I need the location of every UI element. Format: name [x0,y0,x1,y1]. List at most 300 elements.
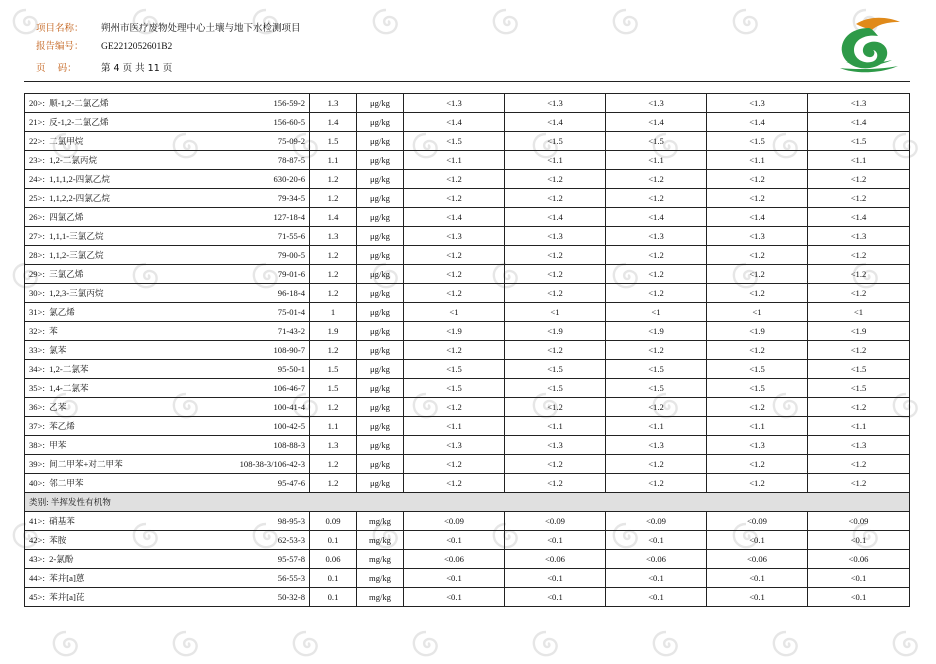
result-value: <1.5 [404,132,505,151]
result-value: <1.5 [808,132,910,151]
header-divider [24,81,910,82]
report-number-value: GE2212052601B2 [101,42,173,52]
result-value: <1.4 [404,208,505,227]
cas-number: 50-32-8 [277,592,305,602]
result-value: <1.2 [808,170,910,189]
result-value: <1.5 [404,379,505,398]
cas-number: 95-57-8 [277,554,305,564]
result-value: <1.2 [707,170,808,189]
result-value: <0.1 [505,569,606,588]
detection-limit: 0.1 [310,569,357,588]
result-value: <1.2 [404,474,505,493]
unit: μg/kg [357,417,404,436]
analyte-cell [25,303,310,322]
analyte-name: 32>: 苯 [29,326,58,336]
result-value: <1.4 [606,208,707,227]
analyte-cell [25,512,310,531]
cas-number: 79-00-5 [277,250,305,260]
page-number-label: 页 码： [36,63,77,74]
analyte-name: 31>: 氯乙烯 [29,307,75,317]
result-value: <1.1 [505,417,606,436]
result-value: <1.9 [505,322,606,341]
result-value: <1.2 [707,246,808,265]
analyte-name: 34>: 1,2-二氯苯 [29,364,89,374]
result-value: <1.3 [808,94,910,113]
result-value: <1.5 [606,379,707,398]
table-row [25,322,910,341]
cas-number: 95-50-1 [277,364,305,374]
result-value: <1.1 [606,417,707,436]
cas-number: 100-42-5 [273,421,305,431]
result-value: <1.2 [505,474,606,493]
analyte-name: 24>: 1,1,1,2-四氯乙烷 [29,174,110,184]
unit: mg/kg [357,569,404,588]
result-value: <1.4 [707,208,808,227]
table-row [25,341,910,360]
result-value: <1.2 [404,246,505,265]
result-value: <1.2 [404,398,505,417]
detection-limit: 1.1 [310,417,357,436]
table-row [25,360,910,379]
detection-limit: 1.3 [310,436,357,455]
result-value: <1.9 [606,322,707,341]
cas-number: 79-34-5 [277,193,305,203]
result-value: <0.06 [404,550,505,569]
result-value: <1.4 [808,208,910,227]
result-value: <1.2 [606,398,707,417]
analyte-name: 23>: 1,2-二氯丙烷 [29,155,98,165]
cas-number: 108-88-3 [273,440,305,450]
detection-limit: 1.2 [310,170,357,189]
result-value: <1 [404,303,505,322]
analyte-cell [25,360,310,379]
cas-number: 71-43-2 [277,326,305,336]
unit: μg/kg [357,208,404,227]
result-value: <0.1 [606,531,707,550]
table-row [25,588,910,607]
cas-number: 100-41-4 [273,402,305,412]
result-value: <1 [808,303,910,322]
detection-limit: 1.2 [310,189,357,208]
detection-limit: 0.1 [310,531,357,550]
unit: μg/kg [357,265,404,284]
table-row [25,531,910,550]
watermark-swirl-icon [890,628,922,660]
unit: μg/kg [357,436,404,455]
result-value: <1.5 [505,360,606,379]
results-table-body [25,94,910,607]
result-value: <1.1 [707,151,808,170]
result-value: <1.2 [707,189,808,208]
result-value: <1.1 [505,151,606,170]
result-value: <1.2 [808,265,910,284]
result-value: <0.1 [505,531,606,550]
result-value: <1.2 [707,265,808,284]
analyte-cell [25,132,310,151]
unit: mg/kg [357,531,404,550]
detection-limit: 1.2 [310,246,357,265]
result-value: <1.5 [707,360,808,379]
result-value: <1.3 [404,94,505,113]
table-row [25,132,910,151]
result-value: <0.1 [404,531,505,550]
table-row [25,189,910,208]
result-value: <1.2 [707,398,808,417]
result-value: <1.3 [505,436,606,455]
result-value: <1.3 [606,227,707,246]
result-value: <1.5 [808,379,910,398]
report-number-row [36,38,172,56]
table-row [25,569,910,588]
unit: μg/kg [357,94,404,113]
result-value: <1.2 [505,189,606,208]
watermark-swirl-icon [530,628,562,660]
result-value: <0.1 [707,588,808,607]
analyte-cell [25,379,310,398]
result-value: <1.4 [505,208,606,227]
result-value: <0.06 [606,550,707,569]
cas-number: 71-55-6 [277,231,305,241]
result-value: <0.1 [707,531,808,550]
cas-number: 62-53-3 [277,535,305,545]
table-row [25,379,910,398]
unit: μg/kg [357,151,404,170]
result-value: <1.2 [808,246,910,265]
detection-limit: 1.2 [310,265,357,284]
page-number-row [36,60,172,78]
result-value: <1.2 [404,455,505,474]
analyte-cell [25,189,310,208]
cas-number: 75-09-2 [277,136,305,146]
result-value: <0.09 [505,512,606,531]
result-value: <1.5 [707,379,808,398]
unit: μg/kg [357,322,404,341]
result-value: <1.3 [505,94,606,113]
analyte-cell [25,246,310,265]
analyte-cell [25,436,310,455]
result-value: <1.1 [808,417,910,436]
detection-limit: 1.1 [310,151,357,170]
result-value: <1.9 [808,322,910,341]
unit: μg/kg [357,455,404,474]
result-value: <1.4 [404,113,505,132]
detection-limit: 1 [310,303,357,322]
cas-number: 96-18-4 [277,288,305,298]
result-value: <1.2 [404,284,505,303]
category-row [25,493,910,512]
result-value: <1.9 [707,322,808,341]
result-value: <1.9 [404,322,505,341]
detection-limit: 1.5 [310,379,357,398]
result-value: <1.2 [606,265,707,284]
result-value: <1.2 [808,455,910,474]
table-row [25,436,910,455]
report-header [36,16,896,82]
table-row [25,113,910,132]
detection-limit: 1.9 [310,322,357,341]
result-value: <1.2 [606,189,707,208]
detection-limit: 1.4 [310,113,357,132]
result-value: <1.1 [404,417,505,436]
unit: μg/kg [357,398,404,417]
unit: μg/kg [357,227,404,246]
result-value: <1.2 [505,455,606,474]
analyte-name: 43>: 2-氯酚 [29,554,74,564]
result-value: <1.5 [404,360,505,379]
analyte-name: 22>: 二氯甲烷 [29,136,84,146]
analyte-name: 30>: 1,2,3-三氯丙烷 [29,288,104,298]
result-value: <1.2 [808,341,910,360]
result-value: <1.2 [404,189,505,208]
result-value: <1.2 [606,474,707,493]
detection-limit: 1.3 [310,227,357,246]
analyte-cell [25,113,310,132]
analyte-name: 39>: 间二甲苯+对二甲苯 [29,459,123,469]
analyte-cell [25,474,310,493]
result-value: <1.1 [404,151,505,170]
result-value: <0.1 [808,569,910,588]
analyte-cell [25,208,310,227]
result-value: <1.4 [505,113,606,132]
result-value: <1.2 [404,170,505,189]
result-value: <1.2 [505,398,606,417]
result-value: <1.2 [707,455,808,474]
result-value: <1 [707,303,808,322]
table-row [25,246,910,265]
unit: μg/kg [357,132,404,151]
cas-number: 75-01-4 [277,307,305,317]
unit: μg/kg [357,284,404,303]
cas-number: 156-60-5 [273,117,305,127]
result-value: <1.2 [808,398,910,417]
cas-number: 156-59-2 [273,98,305,108]
analyte-name: 37>: 苯乙烯 [29,421,75,431]
table-row [25,455,910,474]
analyte-name: 38>: 甲苯 [29,440,67,450]
detection-limit: 0.06 [310,550,357,569]
analyte-name: 44>: 苯并[a]蒽 [29,573,85,583]
result-value: <0.1 [808,588,910,607]
result-value: <1.2 [707,284,808,303]
unit: μg/kg [357,360,404,379]
analyte-name: 35>: 1,4-二氯苯 [29,383,89,393]
unit: mg/kg [357,512,404,531]
results-table [24,93,910,607]
page-number-value: 第 4 页 共 11 页 [101,63,173,74]
detection-limit: 0.1 [310,588,357,607]
result-value: <1.2 [808,284,910,303]
analyte-cell [25,569,310,588]
analyte-cell [25,322,310,341]
result-value: <1.2 [606,170,707,189]
table-row [25,550,910,569]
unit: μg/kg [357,303,404,322]
cas-number: 79-01-6 [277,269,305,279]
cas-number: 56-55-3 [277,573,305,583]
watermark-swirl-icon [650,628,682,660]
analyte-name: 41>: 硝基苯 [29,516,75,526]
analyte-cell [25,455,310,474]
result-value: <1.1 [808,151,910,170]
detection-limit: 1.3 [310,94,357,113]
result-value: <1.3 [808,436,910,455]
result-value: <1.2 [505,265,606,284]
result-value: <1.2 [505,284,606,303]
project-name-label: 项目名称： [36,23,84,34]
result-value: <0.09 [707,512,808,531]
analyte-name: 45>: 苯并[a]芘 [29,592,85,602]
unit: μg/kg [357,170,404,189]
cas-number: 108-90-7 [273,345,305,355]
detection-limit: 0.09 [310,512,357,531]
result-value: <1.2 [606,341,707,360]
result-value: <1.3 [404,227,505,246]
result-value: <1.2 [404,341,505,360]
table-row [25,417,910,436]
result-value: <0.09 [808,512,910,531]
analyte-name: 36>: 乙苯 [29,402,67,412]
result-value: <1.4 [808,113,910,132]
analyte-cell [25,417,310,436]
cas-number: 98-95-3 [277,516,305,526]
result-value: <1.5 [606,360,707,379]
detection-limit: 1.5 [310,132,357,151]
result-value: <1.2 [808,474,910,493]
result-value: <1.3 [707,227,808,246]
analyte-name: 42>: 苯胺 [29,535,67,545]
detection-limit: 1.2 [310,398,357,417]
table-row [25,94,910,113]
analyte-cell [25,398,310,417]
result-value: <1.3 [404,436,505,455]
result-value: <1.4 [606,113,707,132]
result-value: <1.2 [404,265,505,284]
detection-limit: 1.2 [310,474,357,493]
project-name-row [36,20,301,38]
table-row [25,265,910,284]
analyte-name: 25>: 1,1,2,2-四氯乙烷 [29,193,110,203]
analyte-name: 28>: 1,1,2-三氯乙烷 [29,250,104,260]
unit: mg/kg [357,550,404,569]
watermark-swirl-icon [770,628,802,660]
analyte-cell [25,227,310,246]
result-value: <1.1 [707,417,808,436]
result-value: <0.1 [404,569,505,588]
result-value: <1.4 [707,113,808,132]
result-value: <1.5 [707,132,808,151]
analyte-name: 26>: 四氯乙烯 [29,212,84,222]
unit: μg/kg [357,341,404,360]
watermark-swirl-icon [410,628,442,660]
watermark-swirl-icon [50,628,82,660]
category-label: 类别: 半挥发性有机物 [25,493,910,512]
result-value: <1 [505,303,606,322]
analyte-cell [25,151,310,170]
cas-number: 95-47-6 [277,478,305,488]
result-value: <1.3 [808,227,910,246]
result-value: <1.3 [707,436,808,455]
analyte-name: 29>: 三氯乙烯 [29,269,84,279]
result-value: <1.2 [505,170,606,189]
watermark-swirl-icon [170,628,202,660]
analyte-cell [25,94,310,113]
result-value: <0.09 [404,512,505,531]
unit: mg/kg [357,588,404,607]
result-value: <1.2 [606,284,707,303]
result-value: <1.5 [505,132,606,151]
table-row [25,170,910,189]
project-name-value: 朔州市医疗废物处理中心土壤与地下水检测项目 [101,23,301,34]
analyte-name: 21>: 反-1,2-二氯乙烯 [29,117,109,127]
analyte-name: 33>: 氯苯 [29,345,67,355]
result-value: <1.3 [606,94,707,113]
company-logo-icon [834,14,904,78]
analyte-cell [25,341,310,360]
table-row [25,151,910,170]
analyte-cell [25,265,310,284]
cas-number: 108-38-3/106-42-3 [239,459,305,469]
result-value: <0.06 [707,550,808,569]
unit: μg/kg [357,379,404,398]
table-row [25,208,910,227]
table-row [25,284,910,303]
result-value: <0.06 [808,550,910,569]
cas-number: 106-46-7 [273,383,305,393]
unit: μg/kg [357,474,404,493]
analyte-name: 27>: 1,1,1-三氯乙烷 [29,231,104,241]
result-value: <0.1 [707,569,808,588]
watermark-swirl-icon [290,628,322,660]
analyte-name: 40>: 邻二甲苯 [29,478,84,488]
result-value: <1.2 [505,246,606,265]
detection-limit: 1.4 [310,208,357,227]
result-value: <0.1 [505,588,606,607]
result-value: <0.1 [404,588,505,607]
table-row [25,303,910,322]
report-number-label: 报告编号： [36,41,84,52]
analyte-name: 20>: 顺-1,2-二氯乙烯 [29,98,109,108]
result-value: <0.1 [606,588,707,607]
result-value: <1.2 [808,189,910,208]
analyte-cell [25,284,310,303]
analyte-cell [25,531,310,550]
result-value: <1.2 [505,341,606,360]
result-value: <1 [606,303,707,322]
table-row [25,398,910,417]
result-value: <1.2 [606,246,707,265]
result-value: <0.1 [606,569,707,588]
result-value: <0.1 [808,531,910,550]
unit: μg/kg [357,113,404,132]
table-row [25,474,910,493]
detection-limit: 1.2 [310,455,357,474]
result-value: <1.5 [808,360,910,379]
result-value: <1.3 [606,436,707,455]
result-value: <1.2 [707,341,808,360]
unit: μg/kg [357,246,404,265]
cas-number: 630-20-6 [273,174,305,184]
cas-number: 78-87-5 [277,155,305,165]
detection-limit: 1.5 [310,360,357,379]
unit: μg/kg [357,189,404,208]
result-value: <1.3 [707,94,808,113]
result-value: <1.3 [505,227,606,246]
analyte-cell [25,588,310,607]
result-value: <1.1 [606,151,707,170]
detection-limit: 1.2 [310,341,357,360]
result-value: <1.5 [606,132,707,151]
result-value: <1.2 [606,455,707,474]
